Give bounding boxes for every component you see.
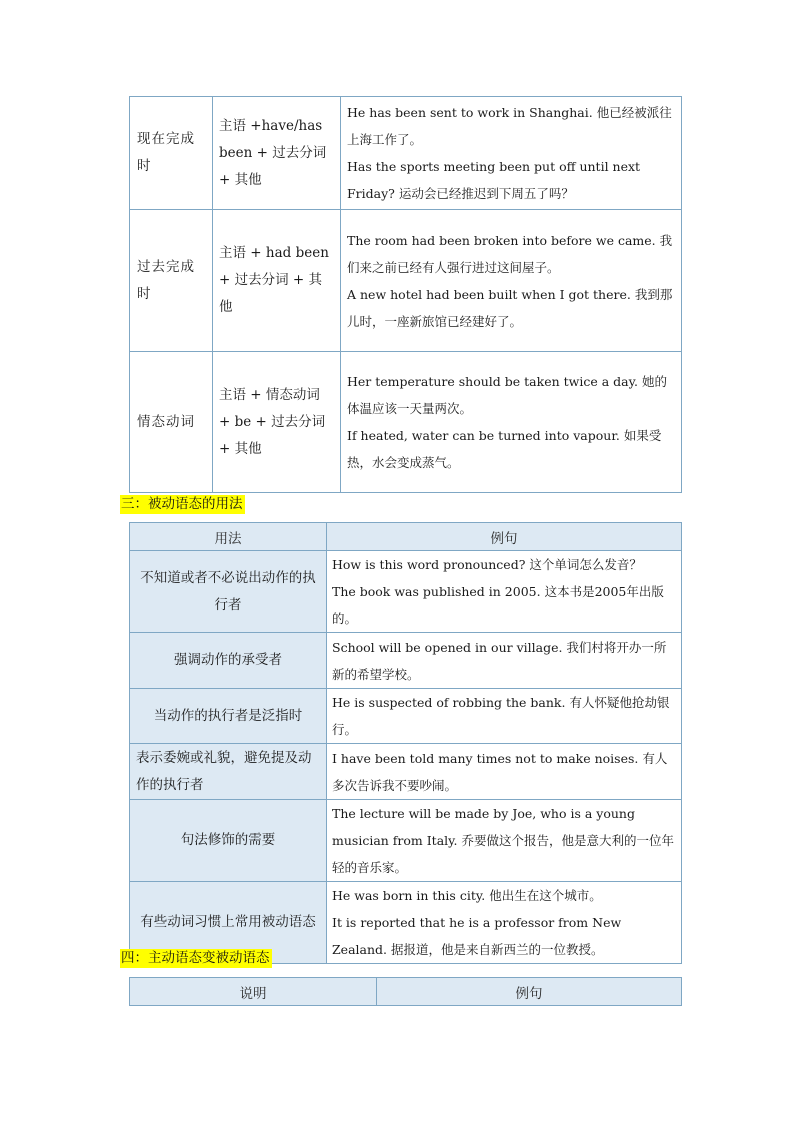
table-row (130, 744, 682, 800)
usage-cell: 当动作的执行者是泛指时 (130, 689, 327, 744)
example-cell (327, 744, 682, 800)
tense-table (129, 96, 682, 493)
example-sentence: He has been sent to work in Shanghai. 他已经被派往上海工作了。 (347, 105, 672, 147)
table-row (130, 551, 682, 633)
tense-form: 主语 + had been + 过去分词 + 其他 (213, 210, 341, 352)
column-header-example: 例句 (377, 978, 682, 1006)
example-sentence: He is suspected of robbing the bank. 有人怀疑他抢劫银行。 (332, 695, 670, 737)
usage-cell: 不知道或者不必说出动作的执行者 (130, 551, 327, 633)
tense-name: 现在完成时 (130, 97, 213, 210)
section-heading-conversion: 四：主动语态变被动语态 (121, 950, 270, 966)
example-sentence: The room had been broken into before we came. 我们来之前已经有人强行进过这间屋子。 (347, 232, 673, 275)
usage-cell: 强调动作的承受者 (130, 633, 327, 689)
example-sentence: The book was published in 2005. 这本书是2005年出版的。 (332, 584, 664, 626)
tense-form: 主语 + 情态动词 + be + 过去分词 + 其他 (213, 352, 341, 493)
usage-cell: 句法修饰的需要 (130, 800, 327, 882)
example-sentence: School will be opened in our village. 我们村将开办一所新的希望学校。 (332, 639, 667, 682)
column-header-example: 例句 (327, 523, 682, 551)
usage-cell: 有些动词习惯上常用被动语态 (130, 882, 327, 964)
tense-name: 情态动词 (130, 352, 213, 493)
table-header-row (130, 978, 682, 1006)
example-cell (327, 800, 682, 882)
example-sentence: A new hotel had been built when I got there. 我到那儿时，一座新旅馆已经建好了。 (347, 286, 673, 329)
tense-examples (341, 352, 682, 493)
example-sentence: It is reported that he is a professor from New Zealand. 据报道，他是来自新西兰的一位教授。 (332, 915, 622, 957)
table-row (130, 689, 682, 744)
example-sentence: He was born in this city. 他出生在这个城市。 (332, 888, 602, 903)
section-heading-usage: 三：被动语态的用法 (121, 496, 243, 512)
table-row (130, 800, 682, 882)
usage-cell: 表示委婉或礼貌，避免提及动作的执行者 (130, 744, 327, 800)
example-cell (327, 689, 682, 744)
conversion-table (129, 977, 682, 1006)
example-sentence: Has the sports meeting been put off until next Friday? 运动会已经推迟到下周五了吗？ (347, 159, 641, 201)
example-sentence: How is this word pronounced? 这个单词怎么发音？ (332, 557, 642, 572)
example-cell (327, 882, 682, 964)
example-sentence: Her temperature should be taken twice a day. 她的体温应该一天量两次。 (347, 374, 667, 416)
table-row (130, 97, 682, 210)
tense-form: 主语 +have/has been + 过去分词 + 其他 (213, 97, 341, 210)
table-row (130, 352, 682, 493)
example-sentence: If heated, water can be turned into vapour. 如果受热，水会变成蒸气。 (347, 428, 662, 470)
example-cell (327, 551, 682, 633)
table-row (130, 210, 682, 352)
example-sentence: I have been told many times not to make noises. 有人多次告诉我不要吵闹。 (332, 750, 668, 793)
example-sentence: The lecture will be made by Joe, who is a young musician from Italy. 乔要做这个报告，他是意大利的一位年轻的音乐家。 (332, 806, 675, 875)
column-header-usage: 用法 (130, 523, 327, 551)
example-cell (327, 633, 682, 689)
table-row (130, 633, 682, 689)
tense-examples (341, 97, 682, 210)
column-header-note: 说明 (130, 978, 377, 1006)
usage-table (129, 522, 682, 964)
table-header-row (130, 523, 682, 551)
tense-examples (341, 210, 682, 352)
tense-name: 过去完成时 (130, 210, 213, 352)
